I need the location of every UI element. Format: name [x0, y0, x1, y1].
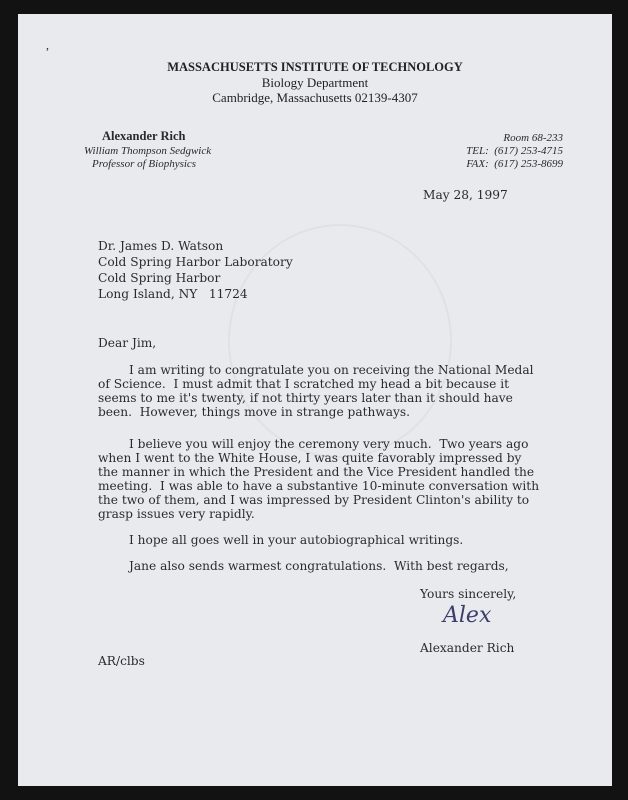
body-line: grasp issues very rapidly.	[98, 507, 255, 521]
sender-tel: TEL: (617) 253-4715	[466, 145, 563, 157]
sender-room: Room 68-233	[503, 132, 563, 144]
recipient-line: Dr. James D. Watson	[98, 239, 224, 253]
sender-name: Alexander Rich	[102, 129, 186, 143]
body-line: I believe you will enjoy the ceremony very much. Two years ago	[98, 437, 529, 451]
paragraph-4: Jane also sends warmest congratulations. With best regards,	[98, 559, 509, 573]
letter-date: May 28, 1997	[423, 188, 508, 202]
body-line: been. However, things move in strange pathways.	[98, 405, 411, 419]
signed-name: Alexander Rich	[420, 641, 515, 655]
letter-page	[18, 14, 612, 786]
recipient-line: Cold Spring Harbor	[98, 271, 221, 285]
recipient-line: Long Island, NY 11724	[98, 287, 248, 301]
body-line: meeting. I was able to have a substantive 10-minute conversation with	[98, 479, 540, 493]
closing: Yours sincerely,	[420, 587, 517, 601]
paragraph-3: I hope all goes well in your autobiographical writings.	[98, 533, 464, 547]
margin-mark: ,	[46, 38, 49, 52]
body-line: when I went to the White House, I was quite favorably impressed by	[98, 451, 522, 465]
signature: Alex	[443, 603, 492, 628]
body-line: I am writing to congratulate you on receiving the National Medal	[98, 363, 534, 377]
institution-name: MASSACHUSETTS INSTITUTE OF TECHNOLOGY	[167, 60, 463, 74]
body-line: seems to me it's twenty, if not thirty years later than it should have	[98, 391, 513, 405]
sender-title-2: Professor of Biophysics	[92, 158, 197, 170]
body-line: the manner in which the President and the Vice President handled the	[98, 465, 535, 479]
salutation: Dear Jim,	[98, 336, 157, 350]
sender-title-1: William Thompson Sedgwick	[84, 145, 212, 157]
typist-initials: AR/clbs	[98, 654, 145, 668]
institution-address: Cambridge, Massachusetts 02139-4307	[212, 90, 418, 105]
body-line: of Science. I must admit that I scratched my head a bit because it	[98, 377, 510, 391]
body-line: the two of them, and I was impressed by President Clinton's ability to	[98, 493, 530, 507]
recipient-line: Cold Spring Harbor Laboratory	[98, 255, 293, 269]
sender-fax: FAX: (617) 253-8699	[466, 158, 563, 170]
department: Biology Department	[261, 75, 369, 90]
